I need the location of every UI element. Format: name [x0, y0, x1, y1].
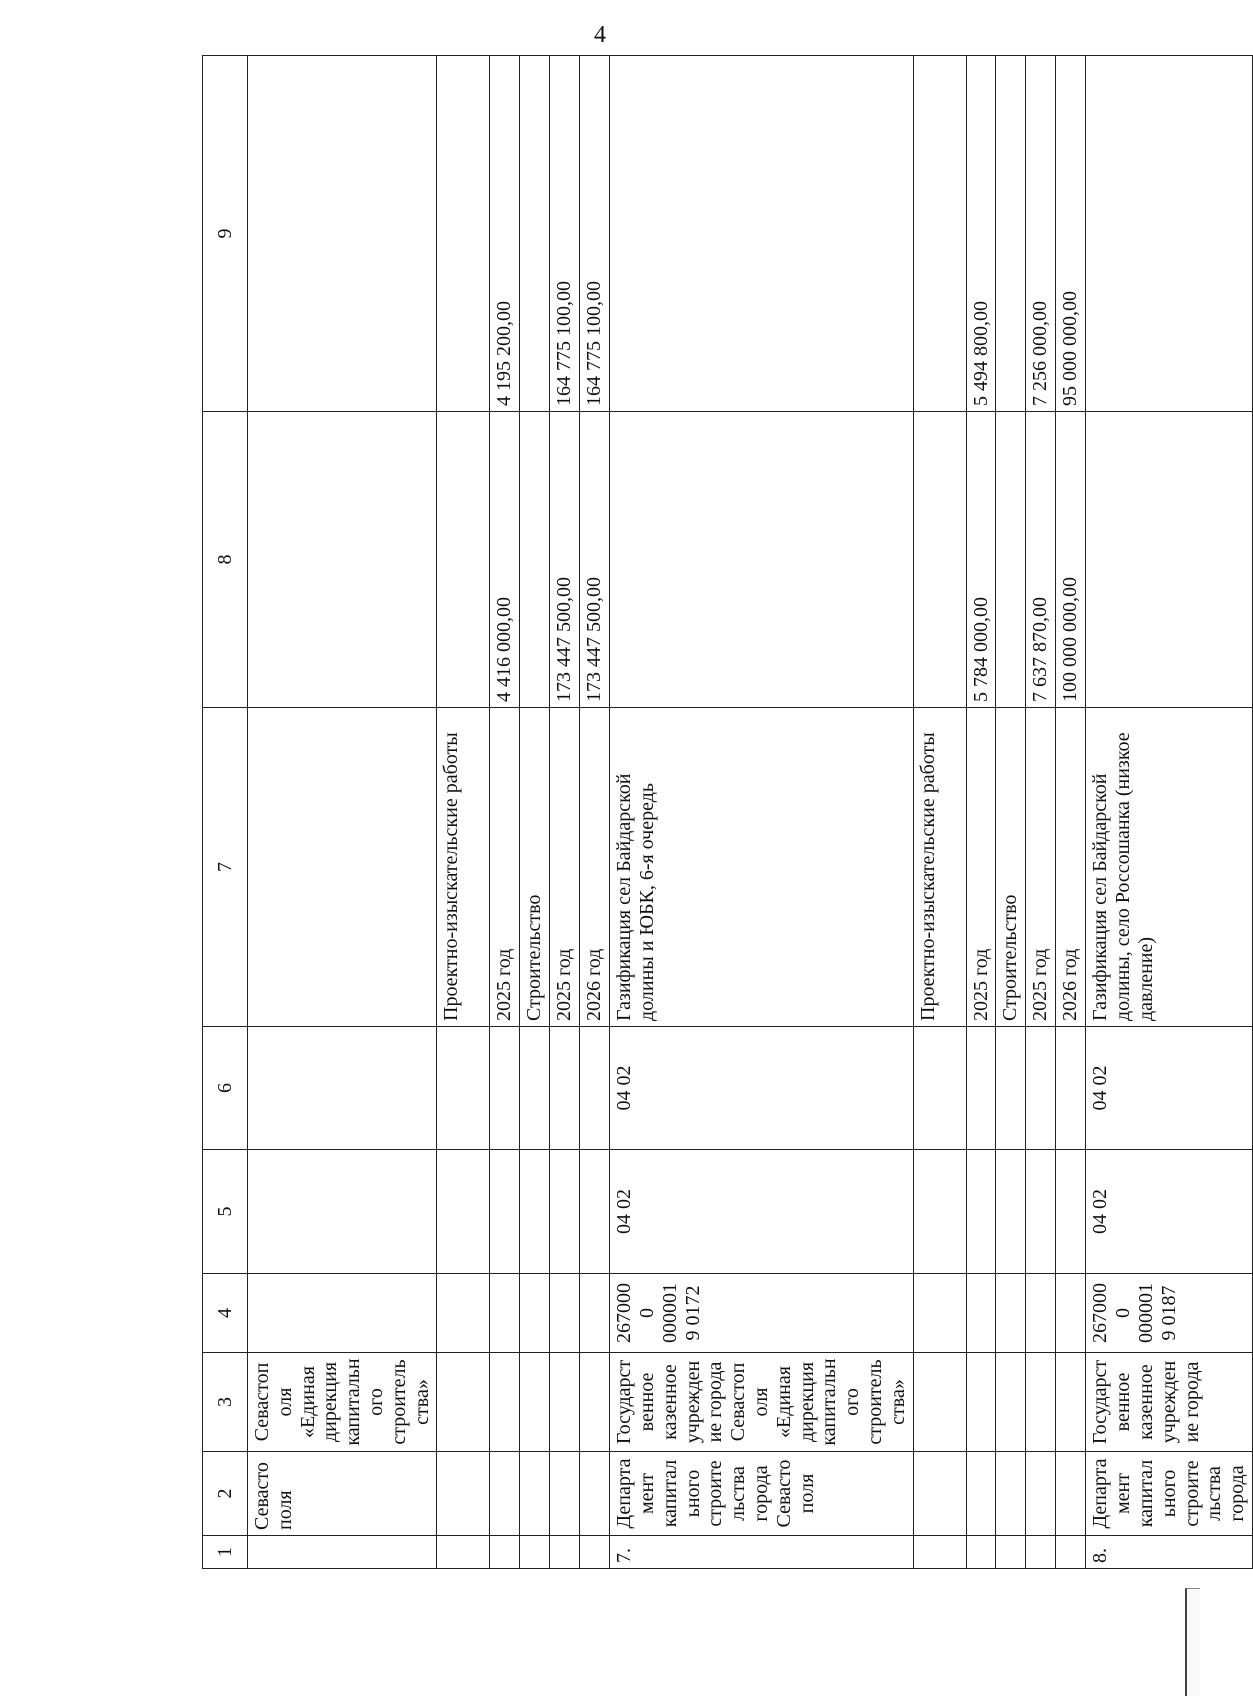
department-cell: Севастополя: [248, 1452, 437, 1536]
description-cell: 2025 год: [966, 708, 996, 1027]
amount-col9-cell: [610, 56, 913, 412]
amount-col9-cell: [1086, 56, 1253, 412]
rotated-table-frame: [202, 56, 1249, 1569]
amount-col8-cell: 173 447 500,00: [580, 412, 610, 708]
amount-col9-cell: 5 494 800,00: [966, 56, 996, 412]
amount-col9-cell: [248, 56, 437, 412]
table-row: [248, 56, 437, 1569]
institution-cell: Государственное казенное учреждение города Севастополя «Единая дирекция капитального строительства»: [610, 1353, 913, 1452]
table-row: [1056, 56, 1086, 1569]
column-number-row: [203, 56, 248, 1569]
subsection-cell: 04 02: [1086, 1027, 1253, 1150]
description-cell: Строительство: [520, 708, 550, 1027]
amount-col9-cell: 95 000 000,00: [1056, 56, 1086, 412]
amount-col9-cell: [520, 56, 550, 412]
scan-edge-artifact: [1185, 1588, 1200, 1696]
description-cell: 2025 год: [550, 708, 580, 1027]
department-cell: Департамент капитального строительства города: [1086, 1452, 1253, 1536]
section-cell: 04 02: [1086, 1150, 1253, 1274]
amount-col8-cell: 100 000 000,00: [1056, 412, 1086, 708]
budget-table: [202, 55, 1253, 1569]
amount-col8-cell: 173 447 500,00: [550, 412, 580, 708]
amount-col9-cell: 7 256 000,00: [1026, 56, 1056, 412]
column-header: 1: [203, 1536, 248, 1569]
rotated-table-container: [202, 56, 1249, 1569]
code-cell: 2670000 0000019 0187: [1086, 1274, 1253, 1353]
institution-cell: Севастополя «Единая дирекция капитального строительства»: [248, 1353, 437, 1452]
subsection-cell: 04 02: [610, 1027, 913, 1150]
amount-col9-cell: [913, 56, 966, 412]
amount-col8-cell: [248, 412, 437, 708]
table-header: [203, 56, 248, 1569]
code-cell: 2670000 0000019 0172: [610, 1274, 913, 1353]
column-header: 9: [203, 56, 248, 412]
section-cell: [248, 1150, 437, 1274]
table-row: [966, 56, 996, 1569]
amount-col8-cell: [996, 412, 1026, 708]
description-cell: 2026 год: [580, 708, 610, 1027]
table-row: [1086, 56, 1253, 1569]
amount-col8-cell: [437, 412, 490, 708]
table-row: [550, 56, 580, 1569]
table-row: [580, 56, 610, 1569]
amount-col9-cell: 164 775 100,00: [550, 56, 580, 412]
table-body: [248, 56, 1253, 1569]
department-cell: Департамент капитального строительства города Севастополя: [610, 1452, 913, 1536]
description-cell: [248, 708, 437, 1027]
page-number: 4: [594, 22, 606, 48]
description-cell: 2025 год: [490, 708, 520, 1027]
description-cell: Строительство: [996, 708, 1026, 1027]
table-row: [437, 56, 490, 1569]
amount-col9-cell: 164 775 100,00: [580, 56, 610, 412]
description-cell: Газификация сел Байдарской долины, село Россошанка (низкое давление): [1086, 708, 1253, 1027]
amount-col8-cell: [1086, 412, 1253, 708]
table-row: [1026, 56, 1056, 1569]
column-header: 4: [203, 1274, 248, 1353]
table-row: [490, 56, 520, 1569]
column-header: 8: [203, 412, 248, 708]
section-cell: 04 02: [610, 1150, 913, 1274]
table-row: [520, 56, 550, 1569]
table-row: [610, 56, 913, 1569]
description-cell: 2026 год: [1056, 708, 1086, 1027]
amount-col9-cell: [996, 56, 1026, 412]
description-cell: Проектно-изыскательские работы: [437, 708, 490, 1027]
subsection-cell: [248, 1027, 437, 1150]
amount-col8-cell: [913, 412, 966, 708]
amount-col8-cell: 7 637 870,00: [1026, 412, 1056, 708]
amount-col8-cell: 5 784 000,00: [966, 412, 996, 708]
description-cell: 2025 год: [1026, 708, 1056, 1027]
table-row: [913, 56, 966, 1569]
column-header: 5: [203, 1150, 248, 1274]
row-number-cell: [248, 1536, 437, 1569]
description-cell: Проектно-изыскательские работы: [913, 708, 966, 1027]
column-header: 3: [203, 1353, 248, 1452]
amount-col8-cell: [610, 412, 913, 708]
description-cell: Газификация сел Байдарской долины и ЮБК, 6-я очередь: [610, 708, 913, 1027]
row-number-cell: 8.: [1086, 1536, 1253, 1569]
row-number-cell: 7.: [610, 1536, 913, 1569]
column-header: 7: [203, 708, 248, 1027]
amount-col9-cell: [437, 56, 490, 412]
institution-cell: Государственное казенное учреждение города: [1086, 1353, 1253, 1452]
column-header: 6: [203, 1027, 248, 1150]
amount-col9-cell: 4 195 200,00: [490, 56, 520, 412]
table-row: [996, 56, 1026, 1569]
column-header: 2: [203, 1452, 248, 1536]
code-cell: [248, 1274, 437, 1353]
amount-col8-cell: 4 416 000,00: [490, 412, 520, 708]
amount-col8-cell: [520, 412, 550, 708]
